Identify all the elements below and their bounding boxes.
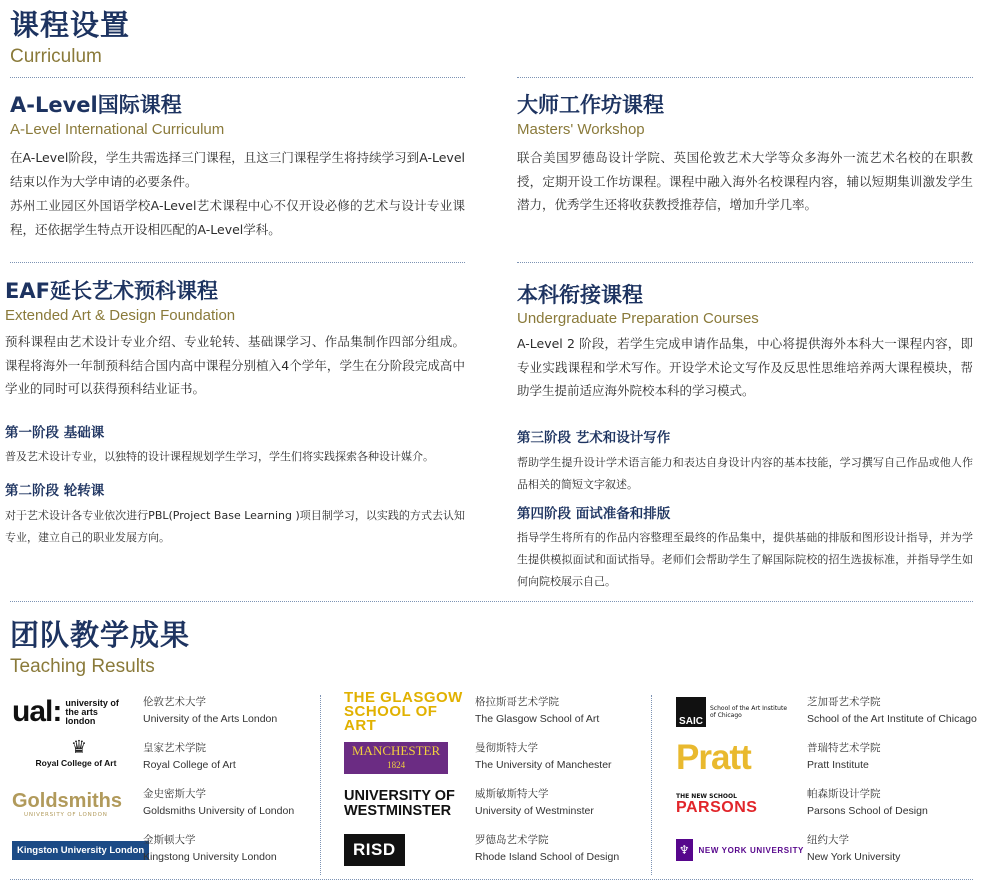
alevel-para1: 在A-Level阶段，学生共需选择三门课程，且这三门课程学生将持续学习到A-Level结束以作为大学申请的必要条件。 <box>10 150 465 189</box>
risd-logo-text: RISD <box>344 834 405 866</box>
nyu-logo-text: NEW YORK UNIVERSITY <box>698 845 804 855</box>
school-pratt <box>676 738 976 778</box>
saic-logo-box: SAIC <box>676 697 706 727</box>
stage1-text: 普及艺术设计专业，以独特的设计课程规划学生学习，学生们将实践探索各种设计媒介。 <box>5 450 434 463</box>
divider <box>10 879 973 880</box>
school-name-cn: 金斯顿大学 <box>143 834 196 846</box>
school-nyu <box>676 830 976 870</box>
school-goldsmiths <box>12 784 312 824</box>
school-kingston <box>12 830 312 870</box>
column-divider <box>651 695 652 875</box>
manchester-logo-box <box>344 742 448 774</box>
stage4-title: 第四阶段 面试准备和排版 <box>517 506 671 522</box>
school-name-en: University of Westminster <box>475 805 594 817</box>
alevel-para2: 苏州工业园区外国语学校A-Level艺术课程中心不仅开设必修的艺术与设计专业课程，还依据学生特点开设相匹配的A-Level学科。 <box>10 198 465 237</box>
school-name-cn: 金史密斯大学 <box>143 788 206 800</box>
school-name-en: Rhode Island School of Design <box>475 851 620 863</box>
school-ual <box>12 692 312 732</box>
school-name-en: Pratt Institute <box>807 759 869 771</box>
school-glasgow <box>344 689 644 734</box>
school-name-cn: 普瑞特艺术学院 <box>807 742 881 754</box>
undergrad-title-cn: 本科衔接课程 <box>517 283 643 307</box>
ual-logo-text: university of the arts london <box>65 697 119 726</box>
school-name-cn: 罗德岛艺术学院 <box>475 834 549 846</box>
school-name-cn: 芝加哥艺术学院 <box>807 696 881 708</box>
eaf-title-cn: EAF延长艺术预科课程 <box>5 279 218 303</box>
curriculum-title-en: Curriculum <box>10 46 102 67</box>
school-parsons <box>676 784 976 824</box>
school-name-en: Royal College of Art <box>143 759 236 771</box>
curriculum-title-cn: 课程设置 <box>10 8 131 42</box>
school-name-cn: 纽约大学 <box>807 834 849 846</box>
divider <box>10 77 465 78</box>
results-title-en: Teaching Results <box>10 656 155 677</box>
results-title-cn: 团队教学成果 <box>10 618 191 652</box>
school-name-en: New York University <box>807 851 901 863</box>
stage3-text: 帮助学生提升设计学术语言能力和表达自身设计内容的基本技能，学习撰写自己作品或他人作品相关的简短文字叙述。 <box>517 456 973 491</box>
school-name-cn: 帕森斯设计学院 <box>807 788 881 800</box>
divider <box>10 601 973 602</box>
school-name-en: School of the Art Institute of Chicago <box>807 713 977 725</box>
parsons-logo-text: PARSONS <box>676 798 758 816</box>
eaf-title-en: Extended Art & Design Foundation <box>5 307 236 324</box>
school-rca <box>12 738 312 778</box>
goldsmiths-logo-sub: UNIVERSITY OF LONDON <box>24 812 108 818</box>
divider <box>10 262 465 263</box>
school-manchester <box>344 738 644 778</box>
glasgow-logo <box>344 689 472 734</box>
school-westminster <box>344 784 644 824</box>
nyu-logo <box>676 830 804 870</box>
school-saic <box>676 692 976 732</box>
saic-logo <box>676 692 804 732</box>
alevel-title-cn: A-Level国际课程 <box>10 93 182 117</box>
stage4-text: 指导学生将所有的作品内容整理至最终的作品集中，提供基础的排版和图形设计指导，并为学生提供模拟面试和面试指导。老师们会帮助学生了解国际院校的招生选拔标准，并指导学生如何向院校展示自己。 <box>517 531 973 588</box>
column-divider <box>320 695 321 875</box>
westminster-logo-text: UNIVERSITY OF WESTMINSTER <box>344 788 455 819</box>
stage2-title: 第二阶段 轮转课 <box>5 483 105 499</box>
pratt-logo <box>676 738 804 778</box>
school-name-en: University of the Arts London <box>143 713 278 725</box>
glasgow-logo-text: THE GLASGOW SCHOOL OF ART <box>344 689 463 734</box>
masters-title-en: Masters' Workshop <box>517 121 645 138</box>
undergrad-title-en: Undergraduate Preparation Courses <box>517 310 759 327</box>
school-name-cn: 曼彻斯特大学 <box>475 742 538 754</box>
masters-para: 联合美国罗德岛设计学院、英国伦敦艺术大学等众多海外一流艺术名校的在职教授，定期开设工作坊课程。课程中融入海外名校课程内容，辅以短期集训激发学生潜力，优秀学生还将收获教授推荐信，增加升学几率。 <box>517 150 973 212</box>
parsons-logo-sub: THE NEW SCHOOL <box>676 792 737 800</box>
rca-logo <box>12 738 140 778</box>
manchester-logo <box>344 738 472 778</box>
goldsmiths-logo-text: Goldsmiths <box>12 790 123 812</box>
masters-title-cn: 大师工作坊课程 <box>517 93 664 117</box>
stage3-title: 第三阶段 艺术和设计写作 <box>517 430 671 446</box>
parsons-logo <box>676 784 804 824</box>
rca-logo-text: Royal College of Art <box>35 758 117 768</box>
school-name-en: The University of Manchester <box>475 759 612 771</box>
manchester-logo-text: MANCHESTER <box>352 743 441 758</box>
school-name-en: Parsons School of Design <box>807 805 928 817</box>
risd-logo <box>344 830 472 870</box>
school-name-cn: 威斯敏斯特大学 <box>475 788 549 800</box>
stage1-title: 第一阶段 基础课 <box>5 425 105 441</box>
pratt-logo-text: Pratt <box>676 738 751 777</box>
divider <box>517 262 973 263</box>
saic-logo-text: School of the Art Institute of Chicago <box>710 705 788 719</box>
alevel-title-en: A-Level International Curriculum <box>10 121 225 138</box>
undergrad-para: A-Level 2 阶段，若学生完成申请作品集，中心将提供海外本科大一课程内容，即专业实践课程和学术写作。开设学术论文写作及反思性思维培养两大课程模块，帮助学生提前适应海外院校本科的学习模式。 <box>517 336 973 398</box>
stage2-text: 对于艺术设计各专业依次进行PBL(Project Base Learning )项目制学习，以实践的方式去认知专业，建立自己的职业发展方向。 <box>5 509 465 544</box>
school-name-en: The Glasgow School of Art <box>475 713 600 725</box>
eaf-para: 预科课程由艺术设计专业介绍、专业轮转、基础课学习、作品集制作四部分组成。课程将海外一年制预科结合国内高中课程分别植入4个学年，学生在分阶段完成高中学业的同时可以获得预科结业证书。 <box>5 334 465 396</box>
school-name-cn: 伦敦艺术大学 <box>143 696 206 708</box>
school-name-en: Kingstong University London <box>143 851 277 863</box>
school-name-cn: 格拉斯哥艺术学院 <box>475 696 559 708</box>
kingston-logo-text: Kingston University London <box>12 841 149 860</box>
school-name-cn: 皇家艺术学院 <box>143 742 206 754</box>
school-risd <box>344 830 644 870</box>
ual-logo-mark: ual: <box>12 695 62 728</box>
school-name-en: Goldsmiths University of London <box>143 805 295 817</box>
torch-icon: ♆ <box>676 839 693 861</box>
manchester-logo-year: 1824 <box>387 760 406 770</box>
crest-icon: ♛ <box>70 737 88 758</box>
goldsmiths-logo <box>12 784 140 824</box>
divider <box>517 77 973 78</box>
westminster-logo <box>344 784 472 824</box>
ual-logo <box>12 692 140 732</box>
kingston-logo <box>12 830 145 870</box>
